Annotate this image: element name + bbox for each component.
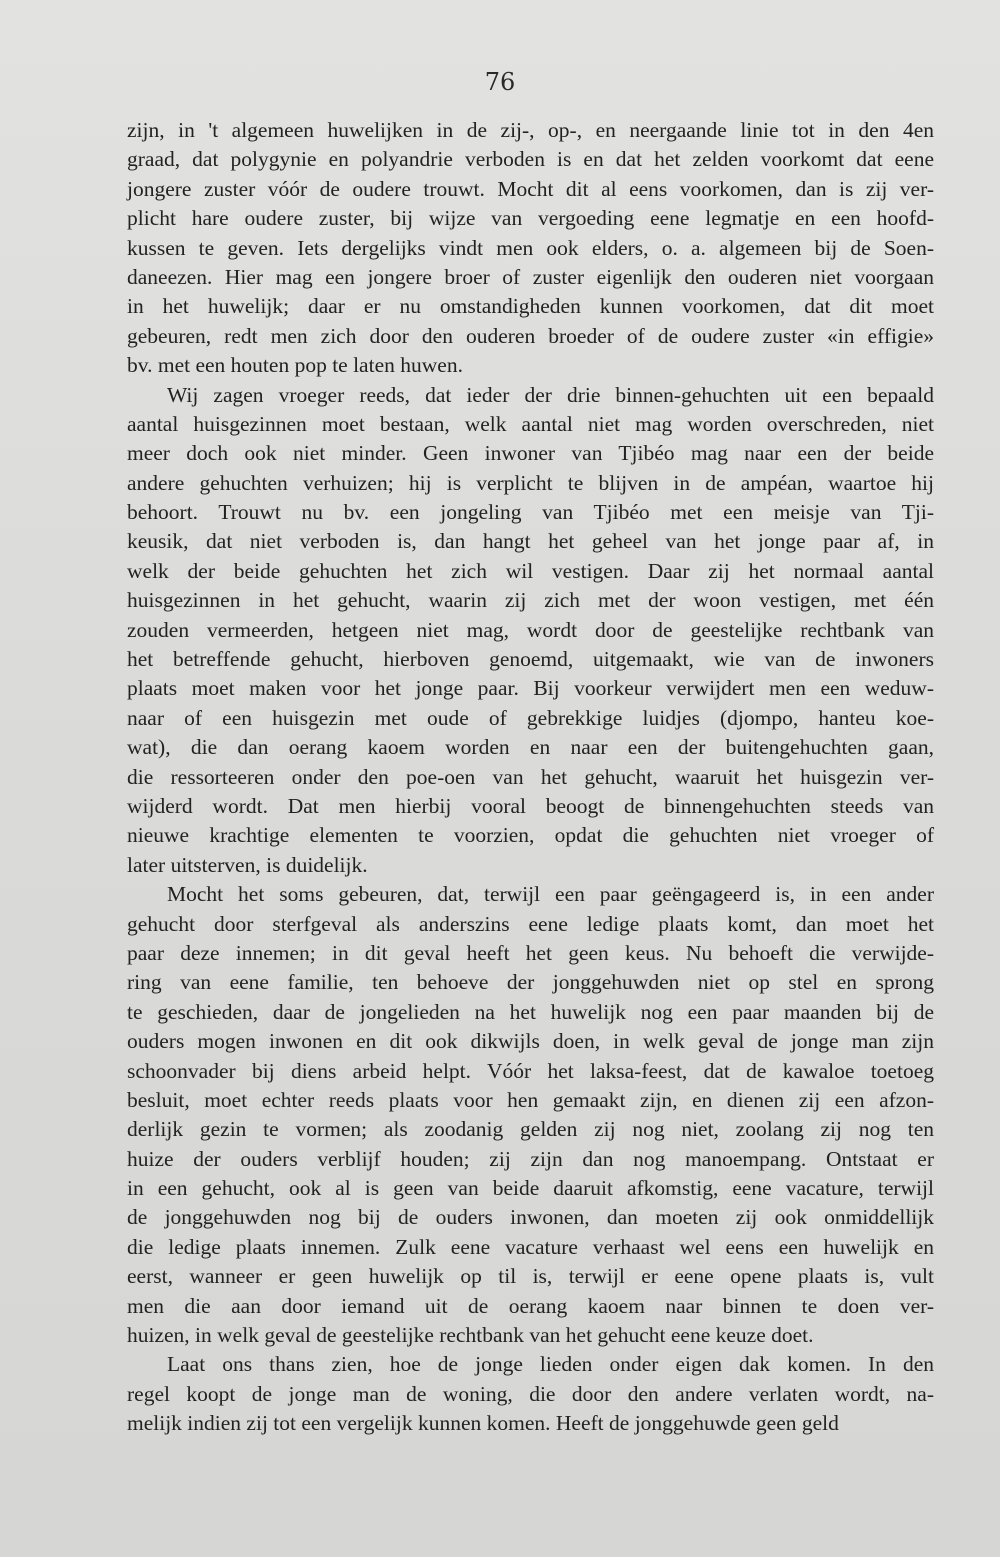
text-line: bv. met een houten pop te laten huwen. — [127, 353, 463, 378]
text-line: kussen te geven. Iets dergelijks vindt men ook elders, o. a. algemeen bij de Soen- — [127, 235, 934, 260]
text-line: aantal huisgezinnen moet bestaan, welk aantal niet mag worden overschreden, niet — [127, 411, 934, 436]
text-line: gehucht door sterfgeval als anderszins eene ledige plaats komt, dan moet het — [127, 911, 934, 936]
text-line: die ledige plaats innemen. Zulk eene vacature verhaast wel eens een huwelijk en — [127, 1234, 934, 1259]
text-line: behoort. Trouwt nu bv. een jongeling van Tjibéo met een meisje van Tji- — [127, 500, 934, 525]
text-line: ring van eene familie, ten behoeve der jonggehuwden niet op stel en sprong — [127, 970, 934, 995]
text-line: daneezen. Hier mag een jongere broer of zuster eigenlijk den ouderen niet voorgaan — [127, 264, 934, 289]
text-line: andere gehuchten verhuizen; hij is verplicht te blijven in de ampéan, waartoe hij — [127, 470, 934, 495]
text-line: plicht hare oudere zuster, bij wijze van vergoeding eene legmatje en een hoofd- — [127, 206, 934, 231]
text-line: zijn, in 't algemeen huwelijken in de zij-, op-, en neergaande linie tot in den 4en — [127, 118, 934, 142]
paragraph — [127, 880, 934, 1350]
text-line: zouden vermeerden, hetgeen niet mag, wordt door de geestelijke rechtbank van — [127, 617, 934, 642]
text-line: wijderd wordt. Dat men hierbij vooral beoogt de binnengehuchten steeds van — [127, 793, 934, 818]
text-line: melijk indien zij tot een vergelijk kunnen komen. Heeft de jonggehuwde geen geld — [127, 1411, 839, 1436]
text-line: derlijk gezin te vormen; als zoodanig gelden zij nog niet, zoolang zij nog ten — [127, 1117, 934, 1142]
text-line: jongere zuster vóór de oudere trouwt. Mocht dit al eens voorkomen, dan is zij ver- — [127, 176, 934, 201]
text-line: schoonvader bij diens arbeid helpt. Vóór het laksa-feest, dat de kawaloe toetoeg — [127, 1058, 934, 1083]
text-line: huisgezinnen in het gehucht, waarin zij zich met der woon vestigen, met één — [127, 588, 934, 613]
text-line: Mocht het soms gebeuren, dat, terwijl een paar geëngageerd is, in een ander — [167, 882, 934, 907]
page-number: 76 — [484, 68, 516, 96]
text-line: men die aan door iemand uit de oerang kaoem naar binnen te doen ver- — [127, 1293, 934, 1318]
text-line: in een gehucht, ook al is geen van beide daaruit afkomstig, eene vacature, terwijl — [127, 1176, 934, 1201]
paragraph — [127, 116, 934, 381]
text-line: welk der beide gehuchten het zich wil vestigen. Daar zij het normaal aantal — [127, 558, 934, 583]
text-line: keusik, dat niet verboden is, dan hangt het geheel van het jonge paar af, in — [127, 529, 934, 554]
body-text — [127, 116, 934, 1439]
text-line: gebeuren, redt men zich door den ouderen broeder of de oudere zuster «in effigie» — [127, 323, 934, 348]
text-line: huizen, in welk geval de geestelijke rechtbank van het gehucht eene keuze doet. — [127, 1323, 814, 1348]
text-line: die ressorteeren onder den poe-oen van het gehucht, waaruit het huisgezin ver- — [127, 764, 934, 789]
text-line: ouders mogen inwonen en dit ook dikwijls doen, in welk geval de jonge man zijn — [127, 1029, 934, 1054]
text-line: paar deze innemen; in dit geval heeft het geen keus. Nu behoeft die verwijde- — [127, 940, 934, 965]
text-line: later uitsterven, is duidelijk. — [127, 852, 368, 877]
text-line: in het huwelijk; daar er nu omstandigheden kunnen voorkomen, dat dit moet — [127, 294, 934, 319]
text-line: regel koopt de jonge man de woning, die door den andere verlaten wordt, na- — [127, 1381, 934, 1406]
text-line: te geschieden, daar de jongelieden na het huwelijk nog een paar maanden bij de — [127, 999, 934, 1024]
text-line: eerst, wanneer er geen huwelijk op til is, terwijl er eene opene plaats is, vult — [127, 1264, 934, 1289]
paragraph — [127, 381, 934, 881]
text-line: Laat ons thans zien, hoe de jonge lieden onder eigen dak komen. In den — [167, 1352, 934, 1377]
paragraph — [127, 1350, 934, 1438]
text-line: wat), die dan oerang kaoem worden en naar een der buitengehuchten gaan, — [127, 735, 934, 760]
text-line: graad, dat polygynie en polyandrie verboden is en dat het zelden voorkomt dat eene — [127, 147, 934, 172]
text-line: het betreffende gehucht, hierboven genoemd, uitgemaakt, wie van de inwoners — [127, 647, 934, 672]
text-line: meer doch ook niet minder. Geen inwoner van Tjibéo mag naar een der beide — [127, 441, 934, 466]
text-line: de jonggehuwden nog bij de ouders inwonen, dan moeten zij ook onmiddellijk — [127, 1205, 934, 1230]
text-line: huize der ouders verblijf houden; zij zijn dan nog manoempang. Ontstaat er — [127, 1146, 934, 1171]
text-line: plaats moet maken voor het jonge paar. Bij voorkeur verwijdert men een weduw- — [127, 676, 934, 701]
text-line: naar of een huisgezin met oude of gebrekkige luidjes (djompo, hanteu koe- — [127, 705, 934, 730]
text-line: besluit, moet echter reeds plaats voor hen gemaakt zijn, en dienen zij een afzon- — [127, 1087, 934, 1112]
text-line: nieuwe krachtige elementen te voorzien, opdat die gehuchten niet vroeger of — [127, 823, 934, 848]
text-line: Wij zagen vroeger reeds, dat ieder der drie binnen-gehuchten uit een bepaald — [167, 382, 934, 407]
